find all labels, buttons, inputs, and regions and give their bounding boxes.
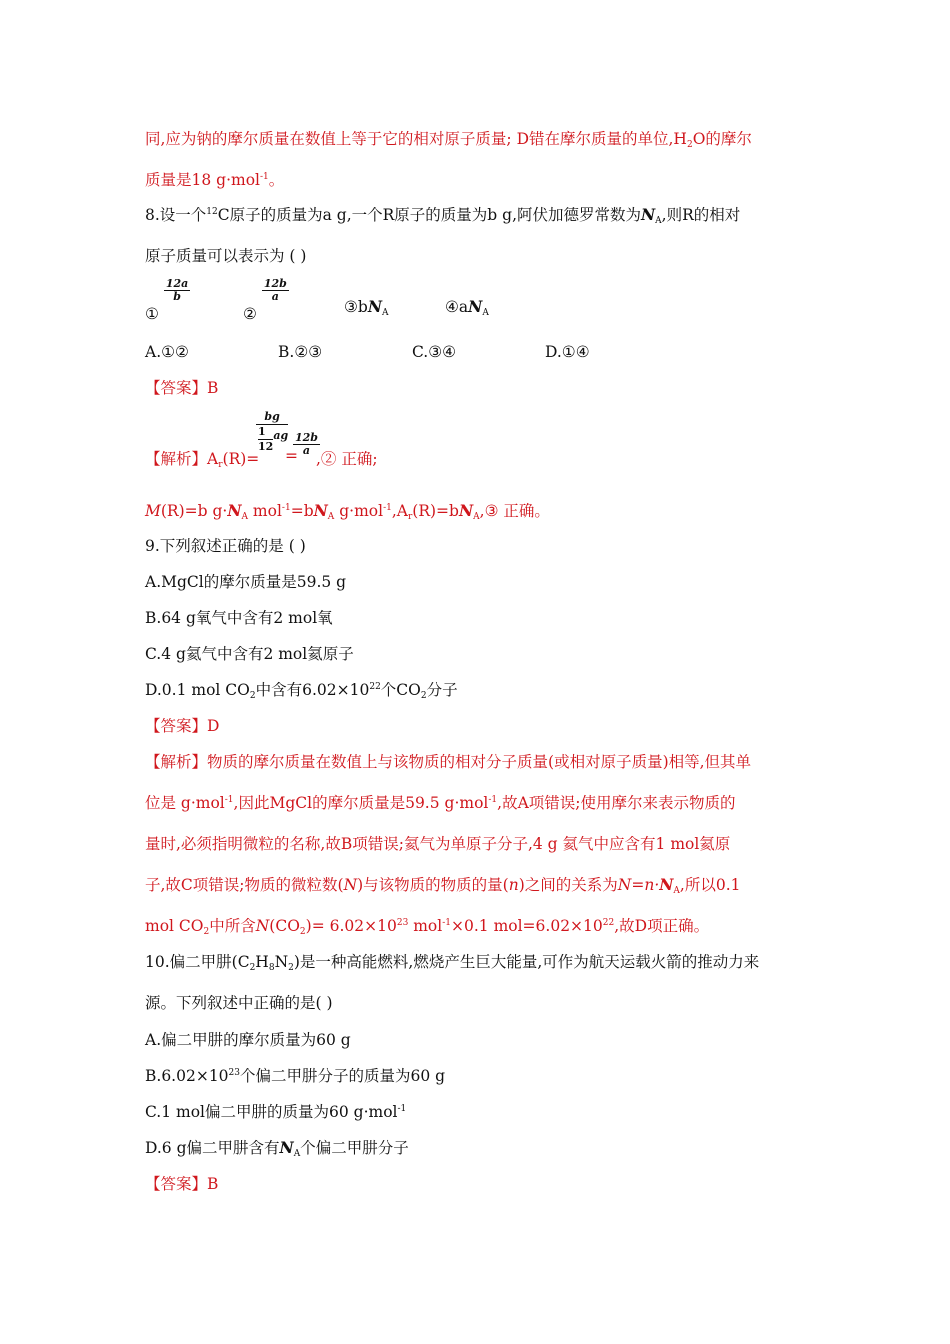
q8-answer: 【答案】B [145,379,219,397]
q8-choice-b: B.②③ [278,343,323,361]
q8-item-4: $④aN_A$ [445,297,489,318]
q8-stem-line-1: 8.设一个$^{12}$C原子的质量为a g,一个R原子的质量为b g,阿伏加德罗常数为$N_A$,则R的相对 [145,205,741,226]
q8-item-2-fraction: $\frac{12b}{a}$ [263,277,287,303]
q10-answer: 【答案】B [145,1175,219,1193]
q8-analysis-line-2: M(R)=b $g\cdot N_A$ $mol^{-1}=bN_A$ $g\cdot mol^{-1},A_r(R)=bN_A,③$ 正确。 [145,501,550,522]
q10-stem-line-2: 源。下列叙述中正确的是( ) [145,994,333,1012]
q10-choice-a: A.偏二甲肼的摩尔质量为60 g [145,1031,351,1049]
q9-choice-b: B.64 g氧气中含有2 mol氧 [145,609,333,627]
q8-item-2: ② $\frac{12b}{a}$ [243,277,287,323]
q8-item-3: $③bN_A$ [344,297,389,318]
q9-stem: 9.下列叙述正确的是 ( ) [145,537,306,555]
q9-choice-c: C.4 g氦气中含有2 mol氦原子 [145,645,354,663]
q8-analysis-fraction: $\frac{12b}{a}$ [295,431,318,457]
q7-analysis-line-2: 质量是18 g·mol$^{-1}$。 [145,171,285,189]
q10-choice-b: $B.6.02\times 10^{23}$个偏二甲肼分子的质量为60 g [145,1067,446,1085]
q8-choice-c: C.③④ [412,343,457,361]
q9-answer: 【答案】D [145,717,220,735]
q10-stem-line-1: 10.偏二甲肼$(C_2H_8N_2)$是一种高能燃料,燃烧产生巨大能量,可作为航天运载火箭的推动力来 [145,953,760,973]
q8-choice-d: D.①④ [545,343,590,361]
q9-analysis-line-1: 【解析】物质的摩尔质量在数值上与该物质的相对分子质量(或相对原子质量)相等,但其单 [145,753,752,771]
q7-analysis-line-1: 同,应为钠的摩尔质量在数值上等于它的相对原子质量; D错在摩尔质量的单位$,H_2O$的摩尔 [145,130,752,150]
q9-analysis-line-2: 位是 g·mol$^{-1}$,因此MgCl的摩尔质量是59.5 g·mol$^{-1}$,故A项错误;使用摩尔来表示物质的 [145,794,736,812]
q9-choice-a: A.MgCl的摩尔质量是59.5 g [145,573,347,591]
q8-choice-a: A.①② [145,343,189,361]
q9-analysis-line-5: mol $CO_2$中所含$N(CO_2)= 6.02\times 10^{23}$ mol$^{-1}$×0.1 $mol=6.02\times 10^{22}$,故D项正确。 [145,917,710,937]
q8-analysis-line-1-end: ,② 正确; [316,450,378,468]
q8-stem-line-2: 原子质量可以表示为 ( ) [145,247,307,265]
q9-analysis-line-4: 子,故C项错误;物质的微粒数(N)与该物质的物质的量(n)之间的关系为$N=n\cdot N_A$,所以0.1 [145,875,741,896]
q10-choice-c: C.1 mol偏二甲肼的质量为60 g·mol$^{-1}$ [145,1103,407,1121]
q9-choice-d: D.0.1 mol $CO_2$中含有$6.02\times 10^{22}$个$CO_2$分子 [145,681,458,701]
q10-choice-d: D.6 g偏二甲肼含有$N_A$个偏二甲肼分子 [145,1138,409,1159]
q8-analysis-equals: = [285,447,298,465]
q8-analysis-complex-fraction: bg $\frac{1}{12}$ ag [258,410,289,453]
q8-item-1: ① $\frac{12a}{b}$ [145,277,189,323]
q8-analysis-line-1: 【解析】$A_r(R)=$ [145,450,260,470]
q9-analysis-line-3: 量时,必须指明微粒的名称,故B项错误;氦气为单原子分子,4 g 氦气中应含有1 mol氦原 [145,835,731,853]
q8-item-1-fraction: $\frac{12a}{b}$ [165,277,189,303]
